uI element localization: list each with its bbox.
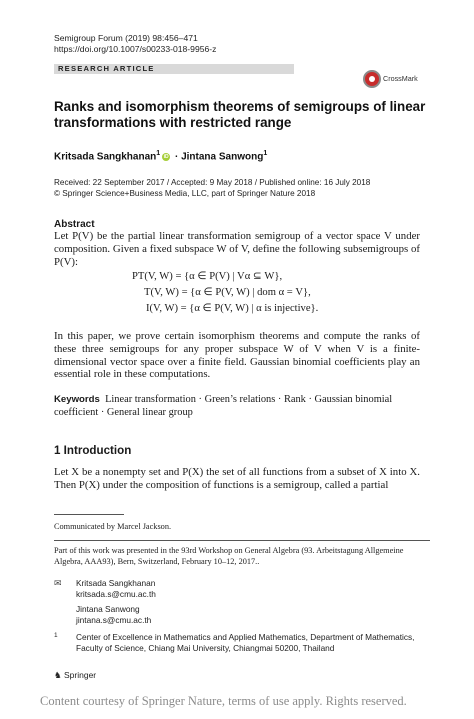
contact-email[interactable]: jintana.s@cmu.ac.th xyxy=(76,615,152,625)
orcid-icon[interactable]: iD xyxy=(163,153,169,160)
journal-citation: Semigroup Forum (2019) 98:456–471 xyxy=(54,33,198,43)
contact-name: Jintana Sanwong xyxy=(76,604,140,614)
abstract-paragraph: Let P(V) be the partial linear transformation semigroup of a vector space V under composition. Given a fixed subspace W of V, define the following subsemigroups of P(V): xyxy=(54,230,420,268)
equation: PT(V, W) = {α ∈ P(V) | Vα ⊆ W}, xyxy=(132,271,283,282)
author-list xyxy=(54,150,267,162)
envelope-icon: ✉ xyxy=(54,578,62,588)
affiliation: Center of Excellence in Mathematics and Applied Mathematics, Department of Mathematics, Faculty of Science, Chiang Mai University, Chiangmai 50200, Thailand xyxy=(76,632,415,653)
communicated-note: Communicated by Marcel Jackson. xyxy=(54,522,172,531)
crossmark-badge[interactable] xyxy=(363,70,423,92)
affiliation-mark: 1 xyxy=(263,150,268,157)
courtesy-watermark: Content courtesy of Springer Nature, terms of use apply. Rights reserved. xyxy=(40,694,407,708)
crossmark-label: CrossMark xyxy=(383,74,418,83)
keywords-text: Linear transformation · Green’s relations · Rank · Gaussian binomial coefficient · General linear group xyxy=(54,394,393,418)
article-dates xyxy=(54,177,370,199)
journal-doi[interactable]: https://doi.org/10.1007/s00233-018-9956-z xyxy=(54,44,217,54)
keywords xyxy=(54,394,420,420)
author-name[interactable]: Jintana Sanwong xyxy=(181,151,264,163)
footnote-divider xyxy=(54,540,430,541)
author-name[interactable]: Kritsada Sangkhanan xyxy=(54,151,157,163)
publication-history: Received: 22 September 2017 / Accepted: 9 May 2018 / Published online: 16 July 2018 xyxy=(54,178,371,187)
equation: T(V, W) = {α ∈ P(V, W) | dom α = V}, xyxy=(144,287,311,298)
article-type: RESEARCH ARTICLE xyxy=(58,64,155,73)
publisher-name: Springer xyxy=(64,670,97,680)
body-paragraph: Let X be a nonempty set and P(X) the set of all functions from a subset of X into X. Then P(X) under the composition of functions is a semigroup, called a partial xyxy=(54,466,420,491)
workshop-note: Part of this work was presented in the 93rd Workshop on General Algebra (93. Arbeitstagung Allgemeine Algebra, AAA93), Bern, Switzerland, February 10–12, 2017.. xyxy=(54,546,404,566)
affiliation-number: 1 xyxy=(54,632,58,639)
affiliation-mark: 1 xyxy=(156,150,161,157)
crossmark-icon xyxy=(363,70,381,88)
section-heading: 1 Introduction xyxy=(54,444,132,457)
contact-email[interactable]: kritsada.s@cmu.ac.th xyxy=(76,589,156,599)
article-title: Ranks and isomorphism theorems of semigroups of linear transformations with restricted range xyxy=(54,99,426,130)
author-separator: · xyxy=(174,151,179,163)
contact-name: Kritsada Sangkhanan xyxy=(76,578,156,588)
journal-header xyxy=(54,33,216,55)
abstract-paragraph: In this paper, we prove certain isomorphism theorems and compute the ranks of these three semigroups for any proper subspace W of V when V is a finite-dimensional vector space over a finite field. Gaussian binomial coefficients play an essential role in these computations. xyxy=(54,330,420,381)
publisher-logo xyxy=(54,670,96,681)
springer-horse-icon: ♞ xyxy=(54,670,62,680)
keywords-label: Keywords xyxy=(54,394,100,405)
equation: I(V, W) = {α ∈ P(V, W) | α is injective}. xyxy=(146,303,319,314)
copyright-line: © Springer Science+Business Media, LLC, part of Springer Nature 2018 xyxy=(54,189,316,198)
footnote-divider xyxy=(54,514,124,515)
abstract-heading: Abstract xyxy=(54,219,95,230)
